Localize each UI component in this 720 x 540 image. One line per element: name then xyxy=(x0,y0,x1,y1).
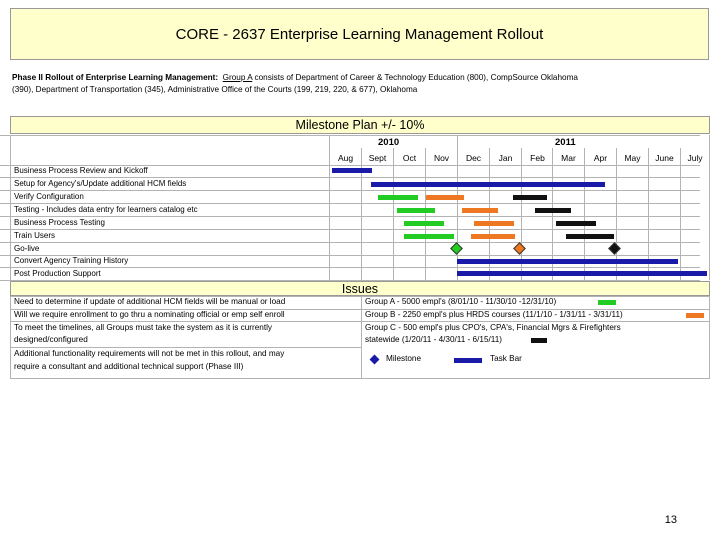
task-bar xyxy=(457,259,678,264)
task-bar xyxy=(426,195,464,200)
task-label: Train Users xyxy=(14,231,56,240)
grid-line xyxy=(10,296,11,378)
legend-milestone-label: Milestone xyxy=(386,354,422,363)
page-title: CORE - 2637 Enterprise Learning Management Rollout xyxy=(175,26,544,43)
task-label: Go-live xyxy=(14,244,40,253)
group-c-text-cont: statewide (1/20/11 - 4/30/11 - 6/15/11) xyxy=(365,335,502,344)
grid-line xyxy=(425,148,426,280)
group-c-swatch xyxy=(531,338,547,343)
month-label: Feb xyxy=(530,153,545,163)
issue-item: require a consultant and additional technical support (Phase III) xyxy=(14,362,244,371)
page-number: 13 xyxy=(664,514,677,526)
month-label: Jan xyxy=(498,153,513,163)
milestone-marker xyxy=(513,242,526,255)
month-label: Dec xyxy=(465,153,482,163)
task-bar xyxy=(457,271,707,276)
task-label: Setup for Agency's/Update additional HCM fields xyxy=(14,179,187,188)
issues-heading: Issues xyxy=(341,282,379,296)
grid-line xyxy=(0,135,700,136)
issue-item: designed/configured xyxy=(14,335,88,344)
grid-line xyxy=(709,135,710,280)
grid-line xyxy=(0,229,700,230)
legend-task-bar-label: Task Bar xyxy=(490,354,522,363)
task-bar xyxy=(404,221,444,226)
intro-line1: consists of Department of Career & Technology Education (800), CompSource Oklahoma xyxy=(252,73,578,82)
milestone-plan-heading: Milestone Plan +/- 10% xyxy=(295,118,425,132)
year-label: 2011 xyxy=(555,137,576,148)
group-a-swatch xyxy=(598,300,616,305)
task-bar-legend-icon xyxy=(454,358,482,363)
task-label: Convert Agency Training History xyxy=(14,256,129,265)
group-b-swatch xyxy=(686,313,704,318)
grid-line xyxy=(361,296,362,378)
intro-paragraph xyxy=(12,72,712,96)
milestone-marker xyxy=(608,242,621,255)
group-a-text: Group A - 5000 empl's (8/01/10 - 11/30/10 -12/31/10) xyxy=(365,297,557,306)
milestone-plan-banner xyxy=(10,116,710,134)
task-bar xyxy=(535,208,571,213)
group-c-text: Group C - 500 empl's plus CPO's, CPA's, Financial Mgrs & Firefighters xyxy=(365,323,621,332)
grid-line xyxy=(0,203,700,204)
title-banner xyxy=(10,8,709,60)
task-label: Post Production Support xyxy=(14,269,101,278)
month-label: Nov xyxy=(433,153,450,163)
intro-line2: (390), Department of Transportation (345), Administrative Office of the Courts (199, 219, 220, & 677), Oklahoma xyxy=(12,85,418,94)
month-label: Mar xyxy=(561,153,576,163)
intro-lead: Phase II Rollout of Enterprise Learning Management: xyxy=(12,73,219,82)
grid-line xyxy=(393,148,394,280)
milestone-legend-icon xyxy=(370,355,380,365)
grid-line xyxy=(0,242,700,243)
grid-line xyxy=(0,267,700,268)
task-bar xyxy=(378,195,418,200)
month-label: Sept xyxy=(368,153,387,163)
task-bar xyxy=(513,195,547,200)
grid-line xyxy=(10,135,11,280)
month-label: July xyxy=(687,153,703,163)
task-bar xyxy=(397,208,435,213)
task-bar xyxy=(371,182,605,187)
task-bar xyxy=(566,234,614,239)
task-bar xyxy=(404,234,454,239)
task-bar xyxy=(462,208,498,213)
task-bar xyxy=(332,168,372,173)
task-bar xyxy=(471,234,515,239)
month-label: June xyxy=(655,153,674,163)
issues-banner xyxy=(10,281,710,296)
task-bar xyxy=(474,221,514,226)
month-label: Aug xyxy=(337,153,354,163)
task-label: Business Process Testing xyxy=(14,218,106,227)
grid-line xyxy=(680,148,681,280)
issue-item: To meet the timelines, all Groups must take the system as it is currently xyxy=(14,323,273,332)
grid-line xyxy=(0,216,700,217)
issue-item: Need to determine if update of additional HCM fields will be manual or load xyxy=(14,297,286,306)
month-label: Apr xyxy=(593,153,608,163)
intro-group: Group A xyxy=(222,73,253,82)
month-label: May xyxy=(624,153,641,163)
issue-item: Will we require enrollment to go thru a nominating official or emp self enroll xyxy=(14,310,285,319)
grid-line xyxy=(709,296,710,378)
task-label: Business Process Review and Kickoff xyxy=(14,166,148,175)
task-bar xyxy=(556,221,596,226)
group-b-text: Group B - 2250 empl's plus HRDS courses (11/1/10 - 1/31/11 - 3/31/11) xyxy=(365,310,623,319)
grid-line xyxy=(0,190,700,191)
milestone-marker xyxy=(450,242,463,255)
task-label: Verify Configuration xyxy=(14,192,84,201)
grid-line xyxy=(10,378,710,379)
grid-line xyxy=(0,177,700,178)
year-label: 2010 xyxy=(378,137,400,148)
month-label: Oct xyxy=(402,153,417,163)
task-label: Testing - Includes data entry for learners catalog etc xyxy=(14,205,198,214)
issue-item: Additional functionality requirements will not be met in this rollout, and may xyxy=(14,349,285,358)
